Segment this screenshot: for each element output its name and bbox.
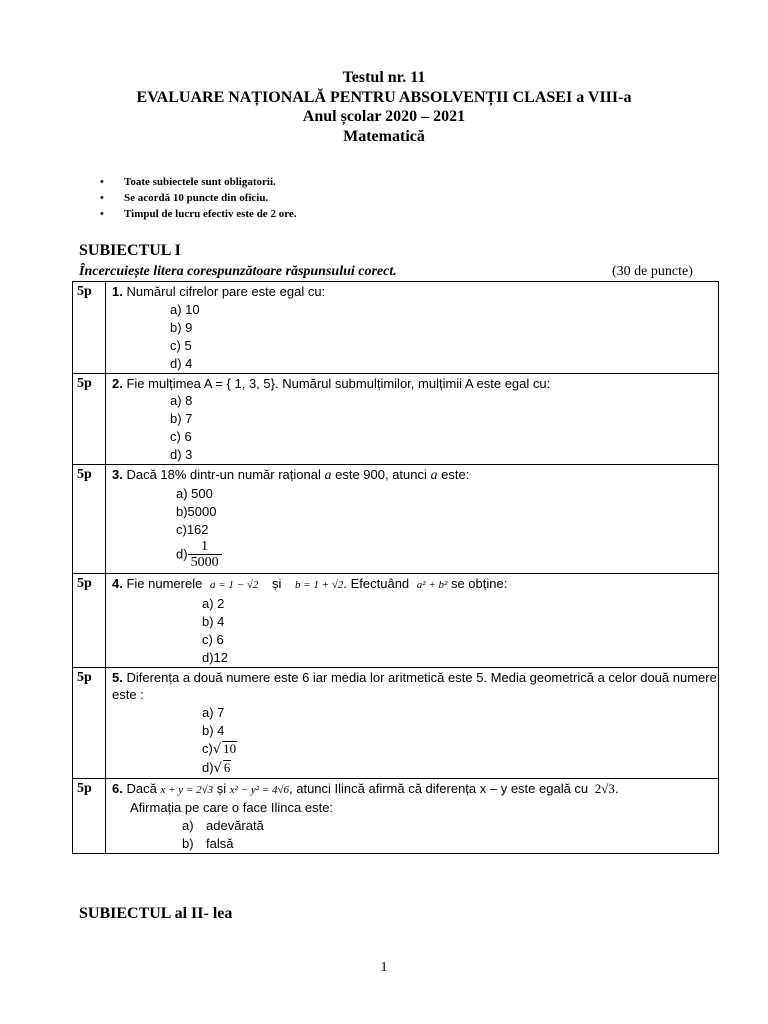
answer-option[interactable]: c)162 [176, 521, 209, 537]
punctuation: . [614, 780, 619, 796]
radicand: 10 [223, 740, 237, 756]
conjunction-text: și [271, 576, 282, 591]
question-row-1 [73, 282, 719, 374]
expression-b: b = 1 + √2 [295, 579, 344, 591]
question-body [106, 667, 719, 778]
question-row-2 [73, 373, 719, 465]
expression-value: 2√3 [594, 780, 615, 796]
fraction [188, 539, 222, 571]
expression-sum: x + y = 2√3 [160, 783, 214, 796]
section-1-instruction: Încercuiește litera corespunzătoare răspunsului corect. [79, 264, 397, 279]
answer-option[interactable]: d)12 [202, 649, 229, 665]
question-text: este: [441, 467, 470, 482]
answer-option-radical[interactable] [202, 740, 718, 759]
expression-a: a = 1 − √2 [209, 579, 259, 591]
answer-option[interactable]: a) 10 [170, 301, 200, 317]
question-text: Numărul cifrelor pare este egal cu: [126, 284, 326, 299]
question-text: este 900, atunci [335, 467, 427, 482]
question-text: Fie numerele [126, 576, 203, 591]
question-body [106, 465, 719, 574]
question-text: Diferența a două numere este 6 iar media lor aritmetică este 5. Media geometrică a celor două numere este : [112, 669, 717, 702]
option-label: b) [182, 835, 194, 851]
radicand: 6 [223, 759, 231, 775]
rule-item: • Se acordă 10 puncte din oficiu. [100, 190, 297, 206]
answer-option-fraction[interactable] [176, 539, 718, 571]
question-points: 5p [73, 373, 106, 465]
answer-option[interactable]: d) 3 [170, 447, 193, 462]
conjunction-text: și [216, 780, 227, 796]
option-label: c) [202, 740, 213, 756]
answer-option[interactable]: a) 2 [202, 595, 225, 611]
variable-a: a [430, 468, 438, 483]
answer-option[interactable] [182, 817, 718, 835]
question-number: 1. [112, 284, 123, 299]
section-1-title: SUBIECTUL I [79, 242, 181, 259]
question-points: 5p [73, 778, 106, 853]
rule-item: • Toate subiectele sunt obligatorii. [100, 174, 297, 190]
question-number: 6. [112, 780, 123, 796]
question-number: 4. [112, 576, 123, 591]
question-text: Dacă [126, 780, 157, 796]
answer-option[interactable]: b) 7 [170, 411, 193, 426]
option-label: d) [176, 545, 188, 561]
document-header [0, 68, 768, 146]
page-number: 1 [380, 960, 388, 975]
question-number: 3. [112, 467, 123, 482]
answer-option[interactable]: a) 8 [170, 393, 193, 408]
expression-sum-squares: a² + b² [416, 579, 448, 591]
question-body [106, 778, 719, 853]
test-number: Testul nr. 11 [342, 69, 426, 86]
fraction-denominator: 5000 [188, 554, 222, 571]
answer-option[interactable]: c) 6 [202, 631, 224, 647]
school-year: Anul școlar 2020 – 2021 [302, 108, 466, 125]
question-points: 5p [73, 282, 106, 374]
answer-option-radical[interactable] [202, 759, 718, 778]
answer-option[interactable]: b) 9 [170, 319, 193, 335]
question-row-4 [73, 574, 719, 668]
radical-sign: √ [213, 760, 222, 776]
option-label: a) [182, 817, 194, 833]
question-body [106, 574, 719, 668]
question-points: 5p [73, 667, 106, 778]
question-text: Dacă 18% dintr-un număr rațional [126, 467, 321, 482]
answer-option[interactable]: d) 4 [170, 355, 193, 371]
question-row-3 [73, 465, 719, 574]
answer-option[interactable] [182, 835, 718, 853]
question-body [106, 373, 719, 465]
answer-option[interactable]: a) 7 [202, 704, 225, 720]
question-points: 5p [73, 465, 106, 574]
question-body [106, 282, 719, 374]
option-text: falsă [206, 835, 234, 851]
exam-title: EVALUARE NAȚIONALĂ PENTRU ABSOLVENȚII CLASEI a VIII-a [136, 88, 632, 106]
answer-option[interactable]: a) 500 [176, 485, 213, 501]
option-text: adevărată [206, 817, 264, 833]
answer-option[interactable]: b) 4 [202, 722, 225, 738]
variable-a: a [324, 468, 332, 483]
subject-name: Matematică [343, 127, 425, 145]
question-text: Fie mulțimea A = { 1, 3, 5}. Numărul submulțimilor, mulțimii A este egal cu: [126, 375, 551, 391]
question-text: , atunci Ilincă afirmă că diferența x – y este egală cu [289, 780, 589, 796]
question-text: Afirmația pe care o face Ilinca este: [130, 800, 334, 815]
expression-difference-squares: x² − y² = 4√6 [229, 783, 289, 796]
answer-option[interactable]: b)5000 [176, 503, 217, 519]
answer-option[interactable]: b) 4 [202, 613, 225, 629]
rules-list [100, 174, 297, 222]
question-points: 5p [73, 574, 106, 668]
rule-item: • Timpul de lucru efectiv este de 2 ore. [100, 206, 297, 222]
section-1-points: (30 de puncte) [612, 264, 693, 279]
question-number: 5. [112, 669, 123, 685]
radical-sign: √ [212, 741, 222, 757]
answer-option[interactable]: c) 5 [170, 337, 192, 353]
questions-table [72, 281, 719, 854]
answer-option[interactable]: c) 6 [170, 429, 192, 444]
question-row-5 [73, 667, 719, 778]
question-row-6 [73, 778, 719, 853]
question-number: 2. [112, 375, 123, 391]
question-text: . Efectuând [343, 576, 410, 591]
section-2-title: SUBIECTUL al II- lea [79, 905, 233, 922]
option-label: d) [202, 759, 214, 775]
fraction-numerator: 1 [201, 538, 209, 554]
question-text: se obține: [450, 576, 508, 591]
